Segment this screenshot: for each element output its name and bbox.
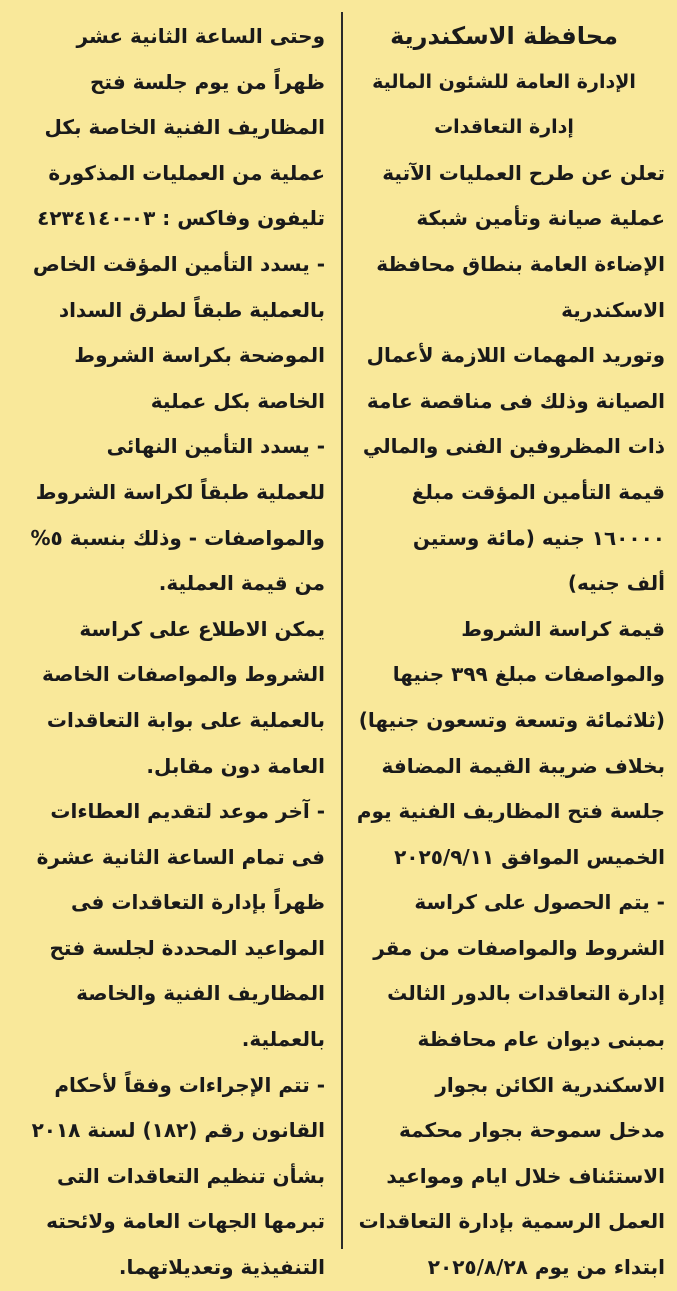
text-line: الاسكندرية الكائن بجوار	[435, 1072, 665, 1097]
text-line: العمل الرسمية بإدارة التعاقدات	[358, 1209, 665, 1234]
text-line: تليفون وفاكس : ٠٣-٤٢٣٤١٤٠	[37, 206, 325, 231]
text-line: بمبنى ديوان عام محافظة	[417, 1027, 665, 1052]
text-line: وحتى الساعة الثانية عشر	[76, 24, 325, 48]
text-line: (ثلاثمائة وتسعة وتسعون جنيها)	[358, 707, 665, 732]
text-line: الصيانة وذلك فى مناقصة عامة	[366, 388, 665, 413]
text-line: قيمة كراسة الشروط	[461, 616, 665, 641]
text-line: القانون رقم (١٨٢) لسنة ٢٠١٨	[31, 1118, 325, 1143]
text-line: العامة دون مقابل.	[146, 753, 325, 778]
text-line: تعلن عن طرح العمليات الآتية	[382, 160, 665, 185]
text-line: الشروط والمواصفات الخاصة	[42, 662, 325, 687]
text-line: الخاصة بكل عملية	[150, 388, 325, 413]
text-line: تبرمها الجهات العامة ولائحته	[46, 1209, 325, 1234]
text-line: الموضحة بكراسة الشروط	[74, 343, 325, 368]
text-line: مدخل سموحة بجوار محكمة	[398, 1118, 665, 1143]
text-line: ظهراً بإدارة التعاقدات فى	[71, 890, 325, 915]
text-line: جلسة فتح المظاريف الفنية يوم	[356, 799, 665, 824]
right-column	[343, 14, 665, 1291]
text-line: - يسدد التأمين المؤقت الخاص	[32, 251, 325, 276]
text-line: - تتم الإجراءات وفقاً لأحكام	[54, 1072, 325, 1097]
text-line: الشروط والمواصفات من مقر	[373, 935, 665, 960]
left-column	[3, 14, 325, 1291]
text-line: يمكن الاطلاع على كراسة	[79, 616, 325, 641]
notice-subtitle: الإدارة العامة للشئون المالية	[372, 70, 636, 93]
text-line: المظاريف الفنية الخاصة بكل	[44, 115, 325, 140]
text-line: إدارة التعاقدات بالدور الثالث	[387, 981, 665, 1006]
text-line: بالعملية على بوابة التعاقدات	[46, 707, 325, 732]
text-line: ألف جنيه)	[567, 571, 665, 596]
text-line: ذات المظروفين الفنى والمالي	[362, 434, 665, 459]
text-line: ١٦٠٠٠٠ جنيه (مائة وستين	[412, 525, 665, 550]
text-line: والمواصفات مبلغ ٣٩٩ جنيها	[392, 662, 665, 687]
text-line: بخلاف ضريبة القيمة المضافة	[381, 753, 665, 778]
text-line: الخميس الموافق ٢٠٢٥/٩/١١	[394, 844, 665, 869]
text-line: وتوريد المهمات اللازمة لأعمال	[366, 343, 665, 368]
notice-department: إدارة التعاقدات	[434, 116, 574, 139]
text-line: المظاريف الفنية والخاصة	[76, 981, 325, 1006]
text-line: الاسكندرية	[561, 297, 665, 322]
text-line: عملية من العمليات المذكورة	[48, 160, 325, 185]
text-line: بشأن تنظيم التعاقدات التى	[56, 1163, 325, 1188]
text-line: التنفيذية وتعديلاتهما.	[118, 1255, 325, 1280]
text-line: - يتم الحصول على كراسة	[414, 890, 665, 915]
text-line: بالعملية طبقاً لطرق السداد	[58, 297, 325, 322]
text-line: فى تمام الساعة الثانية عشرة	[36, 844, 325, 869]
notice-title: محافظة الاسكندرية	[390, 22, 618, 50]
text-line: ابتداء من يوم ٢٠٢٥/٨/٢٨	[427, 1255, 665, 1280]
text-line: - يسدد التأمين النهائى	[106, 434, 325, 459]
text-line: للعملية طبقاً لكراسة الشروط	[35, 479, 325, 504]
text-line: والمواصفات - وذلك بنسبة ٥%	[30, 525, 325, 550]
text-line: الاستئناف خلال ايام ومواعيد	[386, 1163, 665, 1188]
text-line: - آخر موعد لتقديم العطاءات	[50, 799, 325, 824]
text-line: الإضاءة العامة بنطاق محافظة	[376, 251, 665, 276]
column-divider	[341, 12, 343, 1249]
text-line: ظهراً من يوم جلسة فتح	[89, 69, 325, 94]
text-line: قيمة التأمين المؤقت مبلغ	[411, 479, 665, 504]
text-line: عملية صيانة وتأمين شبكة	[416, 206, 665, 231]
text-line: بالعملية.	[241, 1027, 325, 1052]
text-line: من قيمة العملية.	[158, 571, 325, 596]
text-line: المواعيد المحددة لجلسة فتح	[49, 935, 325, 960]
